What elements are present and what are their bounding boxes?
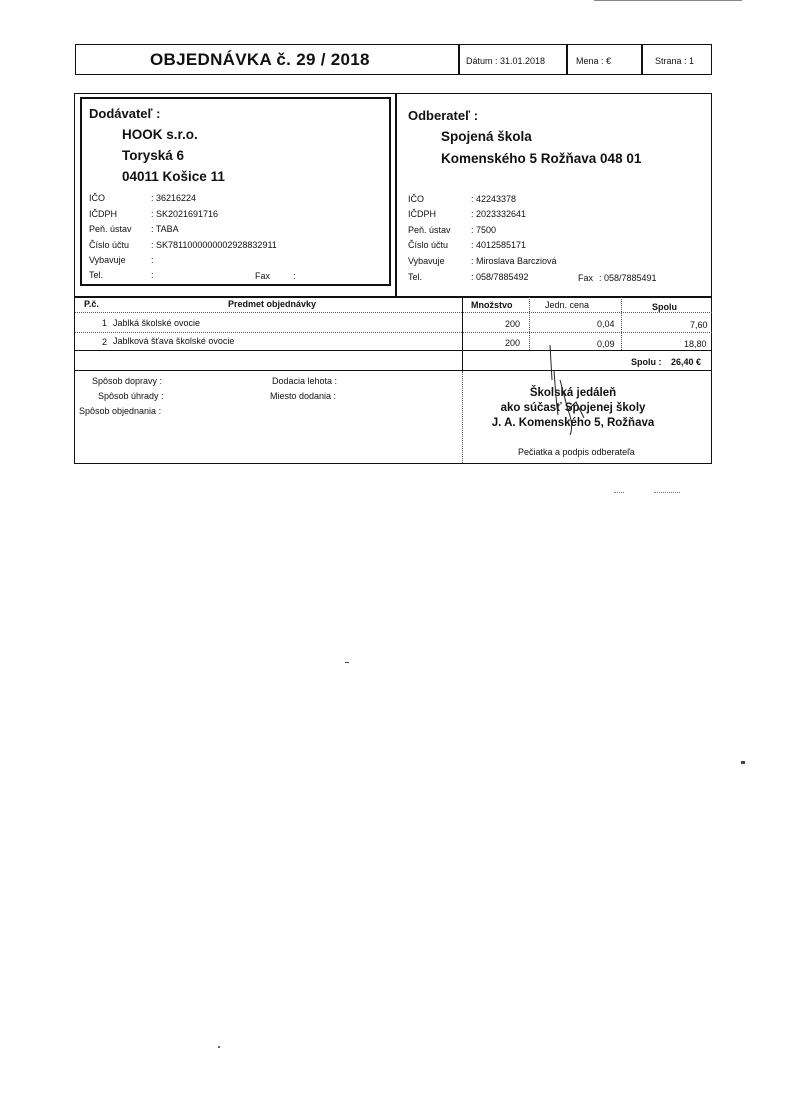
customer-contact-value: : Miroslava Barcziová <box>471 256 557 266</box>
customer-account-value: : 4012585171 <box>471 240 527 250</box>
customer-heading: Odberateľ : <box>408 108 479 123</box>
supplier-bank-label: Peň. ústav <box>89 224 132 234</box>
order-date: Dátum : 31.01.2018 <box>466 56 546 66</box>
supplier-account-value: : SK7811000000002928832911 <box>151 240 277 250</box>
sum-label: Spolu : <box>631 357 662 367</box>
supplier-street: Toryská 6 <box>122 148 185 163</box>
row-item: Jablková šťava školské ovocie <box>113 336 235 346</box>
supplier-account-label: Číslo účtu <box>89 240 130 250</box>
scan-speck <box>654 492 680 494</box>
stamp-line-1: Školská jedáleň <box>529 387 617 399</box>
customer-contact-label: Vybavuje <box>408 256 445 266</box>
delivery-place-label: Miesto dodania : <box>270 391 337 401</box>
supplier-heading: Dodávateľ : <box>89 106 161 121</box>
row-no: 1 <box>102 318 108 328</box>
page-title: OBJEDNÁVKA č. 29 / 2018 <box>150 50 370 69</box>
customer-address: Komenského 5 Rožňava 048 01 <box>441 151 642 166</box>
supplier-fax-label: Fax <box>255 271 271 281</box>
page-number: Strana : 1 <box>655 56 695 66</box>
supplier-name: HOOK s.r.o. <box>122 127 198 142</box>
supplier-icdph-label: IČDPH <box>89 209 118 219</box>
row-unit-price: 0,04 <box>597 319 615 329</box>
customer-ico-label: IČO <box>408 194 425 204</box>
customer-phone-label: Tel. <box>408 272 423 282</box>
col-qty: Množstvo <box>471 300 513 310</box>
customer-bank-label: Peň. ústav <box>408 225 451 235</box>
currency: Mena : € <box>576 56 612 66</box>
customer-fax-value: : 058/7885491 <box>599 273 657 283</box>
sum-value: 26,40 € <box>671 357 702 367</box>
customer-ico-value: : 42243378 <box>471 194 517 204</box>
supplier-ico-value: : 36216224 <box>151 193 197 203</box>
col-total: Spolu <box>652 302 677 312</box>
row-total: 7,60 <box>690 320 708 330</box>
col-no: P.č. <box>84 299 99 309</box>
supplier-ico-label: IČO <box>89 193 106 203</box>
customer-fax-label: Fax <box>578 273 594 283</box>
signature <box>540 340 620 450</box>
customer-icdph-label: IČDPH <box>408 209 437 219</box>
customer-account-label: Číslo účtu <box>408 240 449 250</box>
signature-caption: Pečiatka a podpis odberateľa <box>518 447 635 457</box>
scan-speck <box>218 1046 220 1048</box>
stamp-line-3: J. A. Komenského 5, Rožňava <box>491 417 655 429</box>
supplier-fax-value: : <box>293 271 296 281</box>
row-qty: 200 <box>505 338 521 348</box>
supplier-contact-value: : <box>151 255 154 265</box>
customer-bank-value: : 7500 <box>471 225 497 235</box>
supplier-contact-label: Vybavuje <box>89 255 126 265</box>
row-no: 2 <box>102 337 108 347</box>
transport-label: Spôsob dopravy : <box>92 376 163 386</box>
supplier-phone-label: Tel. <box>89 270 104 280</box>
scan-speck <box>614 492 624 494</box>
col-item: Predmet objednávky <box>228 299 317 309</box>
scan-edge-mark <box>594 0 742 1</box>
ordering-label: Spôsob objednania : <box>79 406 162 416</box>
row-unit-price: 0,09 <box>597 339 615 349</box>
col-unit-price: Jedn. cena <box>545 300 590 310</box>
delivery-time-label: Dodacia lehota : <box>272 376 338 386</box>
customer-icdph-value: : 2023332641 <box>471 209 527 219</box>
scan-speck <box>345 662 349 663</box>
customer-phone-value: : 058/7885492 <box>471 272 529 282</box>
supplier-city: 04011 Košice 11 <box>122 169 225 184</box>
payment-label: Spôsob úhrady : <box>98 391 164 401</box>
supplier-box <box>80 97 391 286</box>
row-total: 18,80 <box>684 339 707 349</box>
stamp-line-2: ako súčasť Spojenej školy <box>500 402 646 414</box>
row-qty: 200 <box>505 319 521 329</box>
supplier-icdph-value: : SK2021691716 <box>151 209 219 219</box>
supplier-bank-value: : TABA <box>151 224 179 234</box>
scan-speck <box>741 761 745 764</box>
supplier-phone-value: : <box>151 270 154 280</box>
customer-name: Spojená škola <box>441 129 532 144</box>
row-item: Jablká školské ovocie <box>113 318 201 328</box>
